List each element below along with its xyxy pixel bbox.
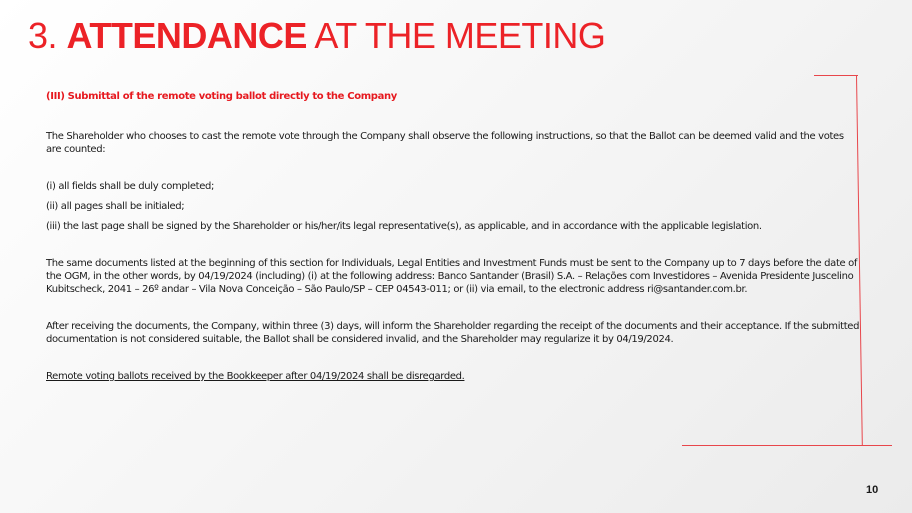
bracket-top-line (814, 75, 858, 76)
title-rest: AT THE MEETING (314, 15, 606, 56)
disregard-notice: Remote voting ballots received by the Bookkeeper after 04/19/2024 shall be disregarded. (46, 371, 465, 382)
intro-paragraph: The Shareholder who chooses to cast the remote vote through the Company shall observe the following instructions, so that the Ballot can be deemed valid and the votes are counted: (46, 131, 844, 155)
instruction-item: (i) all fields shall be duly completed; (46, 181, 215, 192)
page-number: 10 (866, 484, 879, 496)
documents-paragraph: The same documents listed at the beginning of this section for Individuals, Legal Entities and Investment Funds must be sent to the Company up to 7 days before the date of the OGM, in the other words, by 04/19/2024 (including) (i) at the following address: Banco Santander (Brasil) S.A. – Relações com Investidores – Avenida Presidente Juscelino Kubitscheck, 2041 – 26º andar – Vila Nova Conceição – São Paulo/SP – CEP 04543-011; or (ii) via email, to the electronic address ri@santander.com.br. (46, 258, 858, 295)
instruction-item: (ii) all pages shall be initialed; (46, 201, 185, 212)
instruction-item: (iii) the last page shall be signed by the Shareholder or his/her/its legal representative(s), as applicable, and in accordance with the applicable legislation. (46, 221, 762, 232)
receipt-paragraph: After receiving the documents, the Company, within three (3) days, will inform the Shareholder regarding the receipt of the documents and their acceptance. If the submitted documentation is not considered suitable, the Ballot shall be considered invalid, and the Shareholder may regularize it by 04/19/2024. (46, 321, 860, 345)
title-bold-word: ATTENDANCE (66, 15, 307, 56)
bracket-bottom-line (682, 445, 892, 446)
slide-content (46, 90, 861, 383)
title-number: 3. (28, 15, 58, 56)
slide-title (28, 14, 605, 58)
section-subtitle: (III) Submittal of the remote voting ballot directly to the Company (46, 91, 397, 102)
